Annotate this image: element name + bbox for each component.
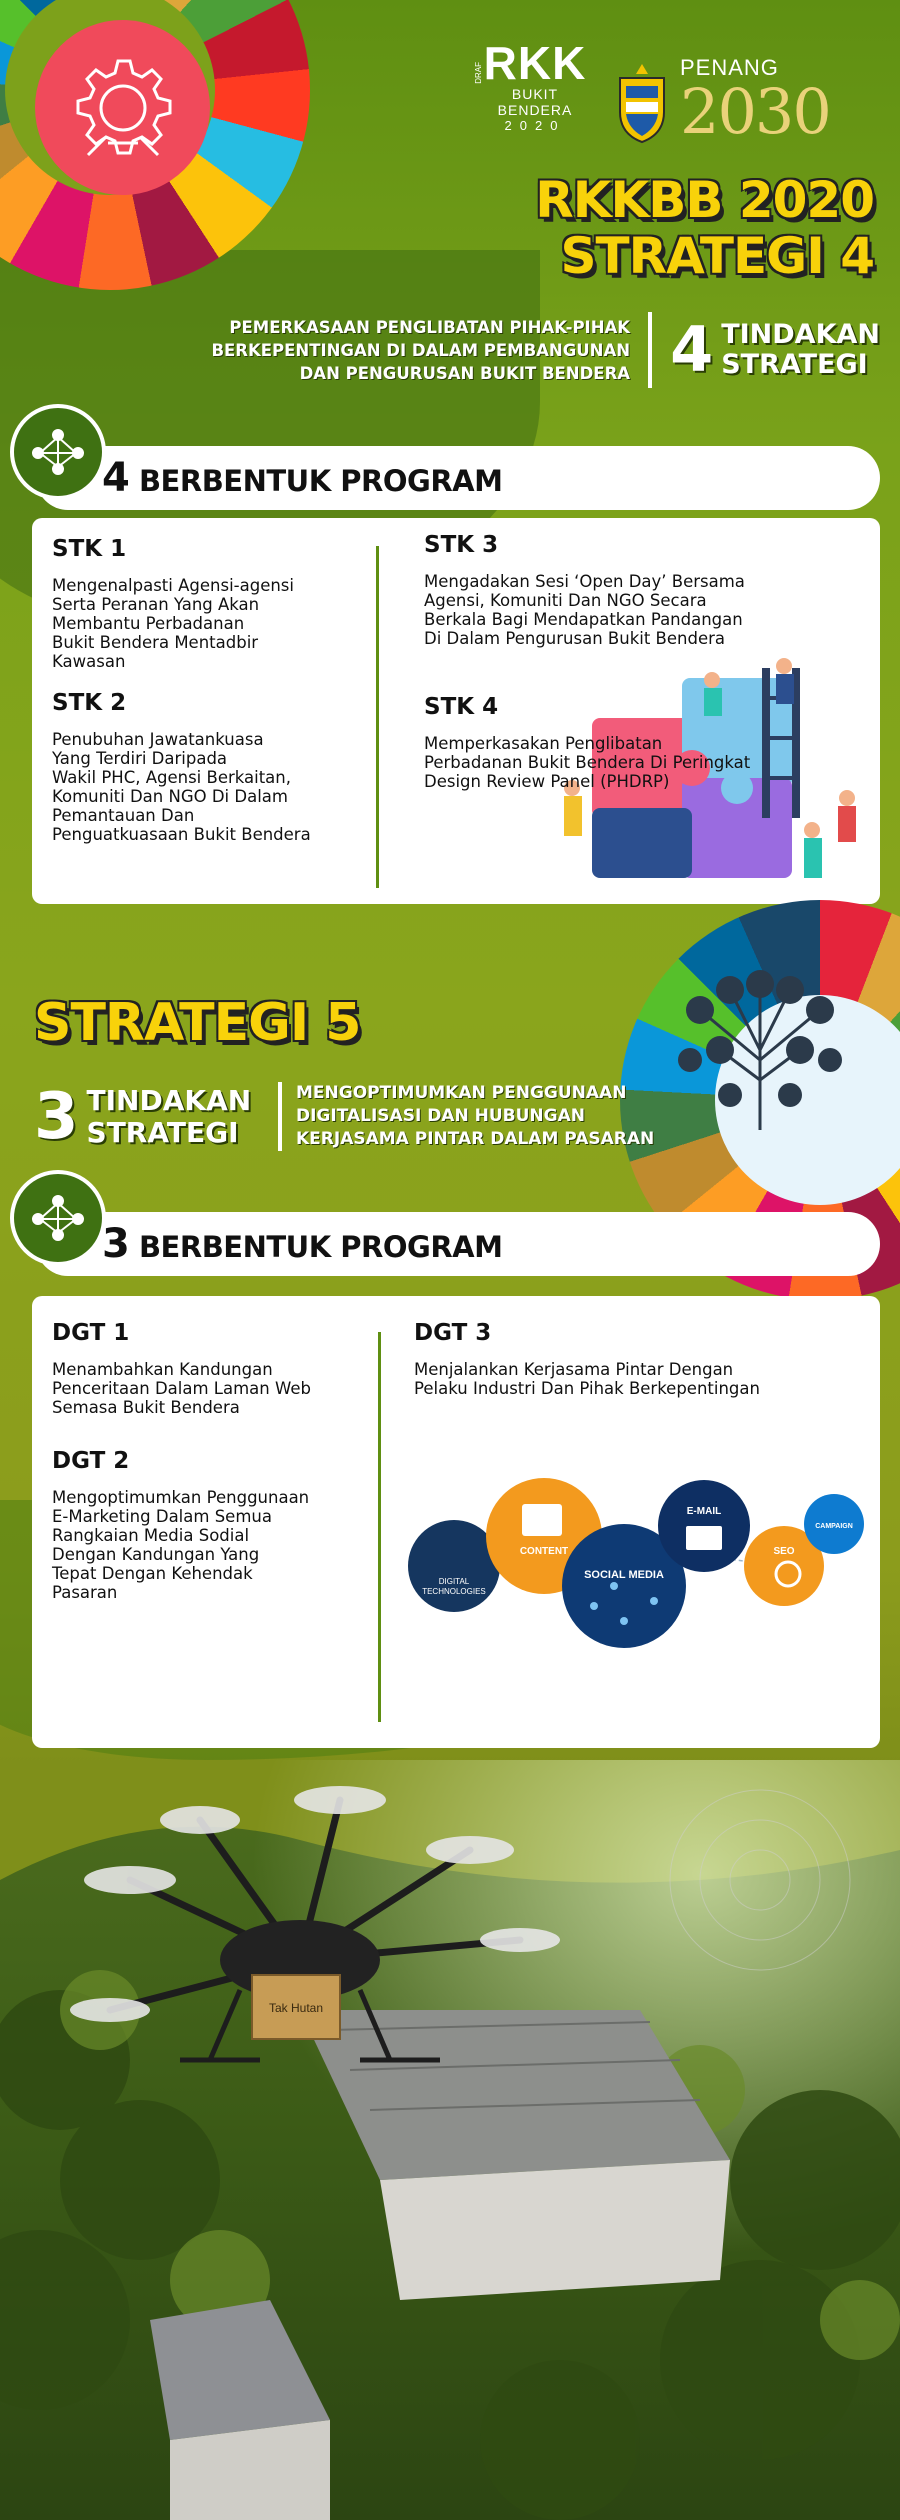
strategy4-program-header: [36, 446, 880, 510]
stk1-item: [52, 536, 392, 671]
description-line: PEMERKASAAN PENGLIBATAN PIHAK-PIHAK: [229, 317, 631, 337]
strategy5-description: [278, 1082, 676, 1151]
item-line: Menjalankan Kerjasama Pintar Dengan: [414, 1360, 734, 1379]
description-line: BERKEPENTINGAN DI DALAM PEMBANGUNAN: [211, 340, 631, 360]
stk2-item: [52, 690, 392, 844]
column-divider: [376, 546, 379, 888]
item-line: Pasaran: [52, 1583, 118, 1602]
strategy5-card: [32, 1296, 880, 1748]
rkk-logo-year: 2020: [504, 118, 566, 133]
program-label-text: BERBENTUK PROGRAM: [138, 464, 503, 498]
aerial-photo-drone: [0, 1760, 900, 2520]
item-line: Komuniti Dan NGO Di Dalam: [52, 787, 288, 806]
strategy4-description: [211, 316, 630, 385]
rkk-logo: [474, 37, 590, 150]
bubble-label-seo: SEO: [773, 1546, 795, 1557]
dgt2-item: [52, 1448, 392, 1602]
network-icon: [10, 1170, 106, 1266]
item-code: DGT 3: [414, 1320, 492, 1346]
dgt3-item: [414, 1320, 864, 1398]
item-line: Bukit Bendera Mentadbir: [52, 633, 259, 652]
main-title: [535, 172, 874, 284]
item-line: Memperkasakan Penglibatan: [424, 734, 663, 753]
column-divider: [378, 1332, 381, 1722]
title-rkkbb: RKKBB 2020: [535, 171, 874, 229]
item-text: [52, 576, 392, 671]
penang-logo-year: 2030: [680, 75, 830, 148]
stk3-item: [424, 532, 864, 648]
tindakan-count: 4: [670, 313, 714, 386]
item-code: STK 1: [52, 536, 127, 562]
tindakan-label: STRATEGI: [721, 349, 868, 380]
rkk-logo-sub: BUKIT BENDERA: [497, 86, 573, 118]
strategy4-tindakan: [670, 313, 880, 386]
item-text: [52, 1360, 392, 1417]
program-count: 3: [102, 1221, 130, 1267]
title-strategi-4: STRATEGI 4: [560, 227, 874, 285]
item-line: Penguatkuasaan Bukit Bendera: [52, 825, 311, 844]
item-text: [52, 1488, 392, 1602]
strategy5-tindakan: [34, 1080, 251, 1154]
description-line: DAN PENGURUSAN BUKIT BENDERA: [299, 363, 631, 383]
item-line: Design Review Panel (PHDRP): [424, 772, 670, 791]
item-line: Mengenalpasti Agensi-agensi: [52, 576, 294, 595]
strategy4-description-row: [180, 305, 880, 395]
bubble-label-email: E-MAIL: [686, 1506, 722, 1517]
description-line: DIGITALISASI DAN HUBUNGAN: [296, 1106, 585, 1126]
item-line: Tepat Dengan Kehendak: [52, 1564, 253, 1583]
divider: [648, 312, 652, 388]
bubble-label-digital: TECHNOLOGIES: [422, 1587, 486, 1596]
title-strategi-5: STRATEGI 5: [34, 993, 361, 1053]
drone-box-label: Tak Hutan: [268, 2001, 324, 2015]
penang-crest-icon: [614, 56, 670, 146]
item-text: [52, 730, 392, 844]
bubble-label-digital: DIGITAL: [438, 1577, 470, 1586]
item-line: Wakil PHC, Agensi Berkaitan,: [52, 768, 292, 787]
item-line: Yang Terdiri Daripada: [52, 749, 228, 768]
item-line: E-Marketing Dalam Semua: [52, 1507, 272, 1526]
description-line: MENGOPTIMUMKAN PENGGUNAAN: [296, 1083, 627, 1103]
strategy5-program-header: [36, 1212, 880, 1276]
gear-icon: [35, 20, 210, 195]
item-line: Membantu Perbadanan: [52, 614, 245, 633]
item-line: Pelaku Industri Dan Pihak Berkepentingan: [414, 1379, 760, 1398]
bubble-label-content: CONTENT: [519, 1546, 569, 1557]
description-line: KERJASAMA PINTAR DALAM PASARAN: [296, 1129, 655, 1149]
tindakan-label: TINDAKAN: [86, 1084, 252, 1117]
item-line: Mengadakan Sesi ‘Open Day’ Bersama: [424, 572, 745, 591]
item-line: Menambahkan Kandungan: [52, 1360, 273, 1379]
digital-tree-icon: [660, 970, 860, 1130]
item-text: [424, 734, 864, 791]
item-text: [424, 572, 864, 648]
item-code: STK 2: [52, 690, 127, 716]
program-label-text: BERBENTUK PROGRAM: [138, 1230, 503, 1264]
bubble-label-campaign: CAMPAIGN: [815, 1523, 853, 1530]
item-line: Di Dalam Pengurusan Bukit Bendera: [424, 629, 725, 648]
network-icon: [10, 404, 106, 500]
stk4-item: [424, 694, 864, 791]
penang-logo-label: PENANG: [680, 55, 779, 80]
item-text: [414, 1360, 864, 1398]
program-count: 4: [102, 455, 130, 501]
penang-2030-logo: [680, 55, 890, 155]
item-code: DGT 1: [52, 1320, 130, 1346]
item-line: Rangkaian Media Sodial: [52, 1526, 250, 1545]
item-line: Mengoptimumkan Penggunaan: [52, 1488, 310, 1507]
strategy4-card: [32, 518, 880, 904]
program-label: [102, 1221, 502, 1267]
rkk-logo-label: RKK: [483, 37, 587, 89]
tindakan-count: 3: [34, 1080, 79, 1154]
dgt1-item: [52, 1320, 392, 1417]
tindakan-label: STRATEGI: [86, 1116, 239, 1149]
item-code: DGT 2: [52, 1448, 130, 1474]
tindakan-label: TINDAKAN: [721, 319, 880, 350]
item-line: Dengan Kandungan Yang: [52, 1545, 260, 1564]
item-code: STK 4: [424, 694, 499, 720]
item-line: Serta Peranan Yang Akan: [52, 595, 260, 614]
rkk-logo-side: DRAF: [474, 62, 483, 84]
item-line: Penubuhan Jawatankuasa: [52, 730, 264, 749]
item-line: Perbadanan Bukit Bendera Di Peringkat: [424, 753, 751, 772]
bubble-label-social: SOCIAL MEDIA: [584, 1569, 664, 1581]
item-line: Pemantauan Dan: [52, 806, 195, 825]
program-label: [102, 455, 502, 501]
item-line: Kawasan: [52, 652, 126, 671]
item-line: Penceritaan Dalam Laman Web: [52, 1379, 311, 1398]
item-line: Berkala Bagi Mendapatkan Pandangan: [424, 610, 743, 629]
item-line: Semasa Bukit Bendera: [52, 1398, 240, 1417]
digital-marketing-illustration: [404, 1456, 874, 1656]
item-line: Agensi, Komuniti Dan NGO Secara: [424, 591, 707, 610]
item-code: STK 3: [424, 532, 499, 558]
